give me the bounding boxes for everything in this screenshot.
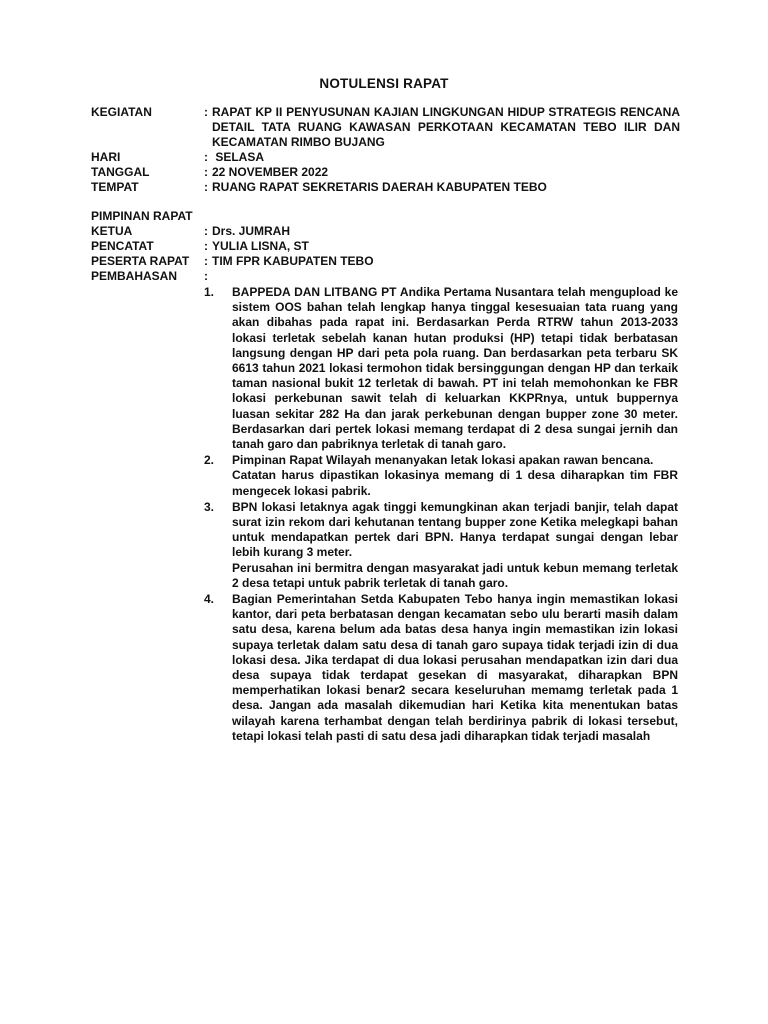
discussion-item — [204, 285, 678, 452]
item-number: 1. — [204, 285, 215, 299]
field-colon: : — [204, 150, 208, 164]
field-colon: : — [204, 105, 208, 119]
field-colon: : — [204, 165, 208, 179]
field-label: TANGGAL — [91, 165, 150, 179]
item-number: 4. — [204, 592, 215, 607]
field-label: TEMPAT — [91, 180, 139, 194]
item-number: 2. — [204, 453, 215, 468]
item-body — [232, 500, 678, 591]
discussion-item — [204, 500, 678, 591]
discussion-item — [204, 453, 678, 499]
field-value: SELASA — [212, 150, 265, 164]
field-label: KEGIATAN — [91, 105, 152, 119]
document-title: NOTULENSI RAPAT — [319, 76, 449, 91]
item-paragraph: BPN lokasi letaknya agak tinggi kemungkinan akan terjadi banjir, telah dapat surat izin rekom dari kehutanan tentang bupper zone Ketika melegkapi bahan untuk mendapatkan pertek dari BPN. Hanya terdapat sungai dengan lebar lebih kurang 3 meter. — [232, 499, 678, 560]
field-tanggal — [91, 165, 328, 180]
field-value: RAPAT KP II PENYUSUNAN KAJIAN LINGKUNGAN HIDUP STRATEGIS RENCANA DETAIL TATA RUANG KAWASAN PERKOTAAN KECAMATAN TEBO ILIR DAN KECAMATAN RIMBO BUJANG — [212, 105, 680, 149]
field-colon: : — [204, 269, 208, 283]
field-colon: : — [204, 239, 208, 253]
item-paragraph: Bagian Pemerintahan Setda Kabupaten Tebo hanya ingin memastikan lokasi kantor, dari peta berbatasan dengan kecamatan sebo ulu berarti masih dalam satu desa, karena belum ada batas desa hanya ingin memastikan izin lokasi supaya terletak dalam satu desa di tanah garo supaya tidak terjadi izin di dua lokasi desa. Jika terdapat di dua lokasi perusahan mendapatkan izin dari dua desa supaya tidak terdapat gesekan di masyarakat, diharapkan BPN memperhatikan lokasi benar2 secara keseluruhan memamg terletak pada 1 desa. Jangan ada masalah dikemudian hari Ketika kita menentukan batas wilayah karena terhambat dengan telah berdirinya pabrik di lokasi tersebut, tetapi lokasi telah pasti di satu desa jadi diharapkan tidak terjadi masalah — [232, 592, 678, 743]
item-body — [232, 592, 678, 744]
field-label: PEMBAHASAN — [91, 269, 178, 283]
pimpinan-heading: PIMPINAN RAPAT — [91, 209, 193, 223]
field-label: PESERTA RAPAT — [91, 254, 190, 268]
field-pembahasan — [91, 269, 212, 284]
field-value: YULIA LISNA, ST — [212, 239, 309, 253]
item-number: 3. — [204, 499, 215, 514]
field-pencatat — [91, 239, 309, 254]
discussion-item — [204, 592, 678, 744]
field-label: PENCATAT — [91, 239, 154, 253]
field-tempat — [91, 180, 547, 195]
item-paragraph: Catatan harus dipastikan lokasinya memang di 1 desa diharapkan tim FBR mengecek lokasi pabrik. — [232, 468, 678, 498]
item-body — [232, 285, 678, 452]
item-paragraph: BAPPEDA DAN LITBANG PT Andika Pertama Nusantara telah mengupload ke sistem OOS bahan telah lengkap hanya tinggal kesesuaian tata ruang yang akan dibahas pada rapat ini. Berdasarkan Perda RTRW tahun 2013-2033 lokasi terletak sebelah kanan hutan produksi (HP) tetapi tidak berbatasan langsung dengan HP dari peta pola ruang. Dan berdasarkan peta terbaru SK 6613 tahun 2021 lokasi termohon tidak bersinggungan dengan HP dan terkaik taman nasional bukit 12 terletak di bawah. PT ini telah memohonkan ke FBR lokasi perkebunan sawit telah di keluarkan KKPRnya, untuk buppernya luasan sekitar 282 Ha dan jarak perkebunan dengan bupper zone 30 meter. Berdasarkan dari pertek lokasi memang terdapat di 2 desa sungai jernih dan tanah garo dan pabriknya terletak di tanah garo. — [232, 285, 678, 452]
field-hari — [91, 150, 264, 165]
field-peserta-rapat — [91, 254, 374, 269]
field-label: HARI — [91, 150, 121, 164]
field-colon: : — [204, 224, 208, 238]
field-colon: : — [204, 254, 208, 268]
field-ketua — [91, 224, 290, 239]
field-colon: : — [204, 180, 208, 194]
item-paragraph: Perusahan ini bermitra dengan masyarakat jadi untuk kebun memang terletak 2 desa tetapi untuk pabrik terletak di tanah garo. — [232, 560, 678, 590]
field-label: KETUA — [91, 224, 133, 238]
field-value: RUANG RAPAT SEKRETARIS DAERAH KABUPATEN TEBO — [212, 180, 547, 194]
discussion-list — [204, 285, 678, 745]
field-value: Drs. JUMRAH — [212, 224, 291, 238]
field-value: TIM FPR KABUPATEN TEBO — [212, 254, 374, 268]
field-value: 22 NOVEMBER 2022 — [212, 165, 329, 179]
field-kegiatan — [91, 105, 680, 150]
item-paragraph: Pimpinan Rapat Wilayah menanyakan letak lokasi apakan rawan bencana. — [232, 453, 654, 468]
item-body — [232, 453, 678, 499]
